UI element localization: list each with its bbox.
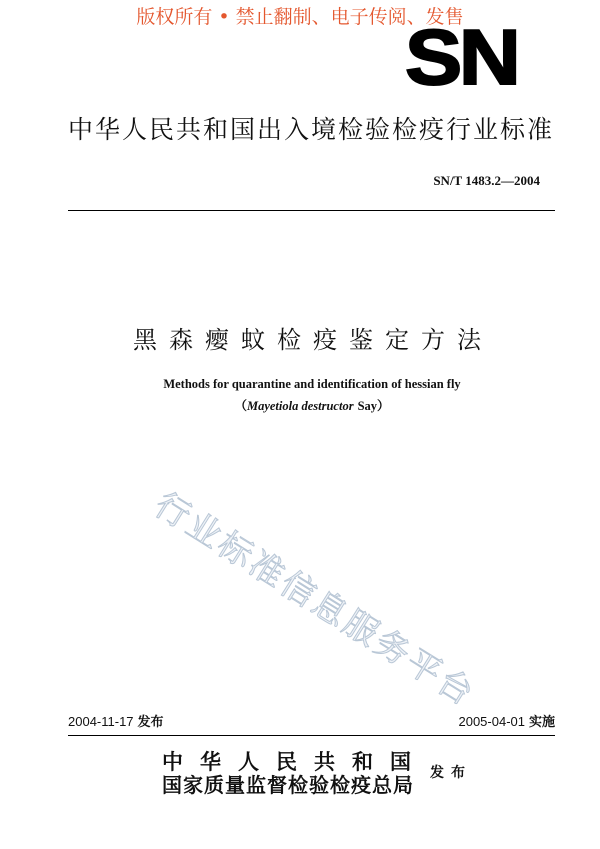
paren-open: （ (234, 399, 247, 413)
sn-logo: SN (405, 13, 518, 101)
document-title-chinese: 黑森瘿蚊检疫鉴定方法 (133, 326, 493, 354)
standard-number: SN/T 1483.2—2004 (433, 173, 540, 188)
implementation-label: 实施 (528, 715, 555, 730)
watermark: 行业标准信息服务平台 (147, 485, 483, 715)
issue-label: 发布 (137, 715, 164, 730)
issue-date-line (68, 714, 164, 731)
implementation-date-line (458, 714, 555, 731)
publisher-action: 发布 (430, 765, 472, 781)
scientific-name-line (112, 398, 512, 414)
publisher-agency: 国家质量监督检验检疫总局 (162, 773, 414, 797)
scientific-name: Mayetiola destructor (246, 399, 354, 413)
implementation-date: 2005-04-01 (458, 714, 525, 729)
copyright-notice: 版权所有 • 禁止翻制、电子传阅、发售 (136, 6, 464, 28)
top-divider (68, 210, 555, 211)
bottom-divider (68, 735, 555, 736)
scientific-authority: Say (357, 399, 378, 413)
paren-close: ） (377, 399, 390, 413)
standard-category-heading: 中华人民共和国出入境检验检疫行业标准 (68, 115, 555, 144)
issue-date: 2004-11-17 (68, 714, 134, 729)
publisher-country: 中华人民共和国 (162, 750, 428, 774)
document-title-english: Methods for quarantine and identification of hessian fly (163, 377, 461, 391)
